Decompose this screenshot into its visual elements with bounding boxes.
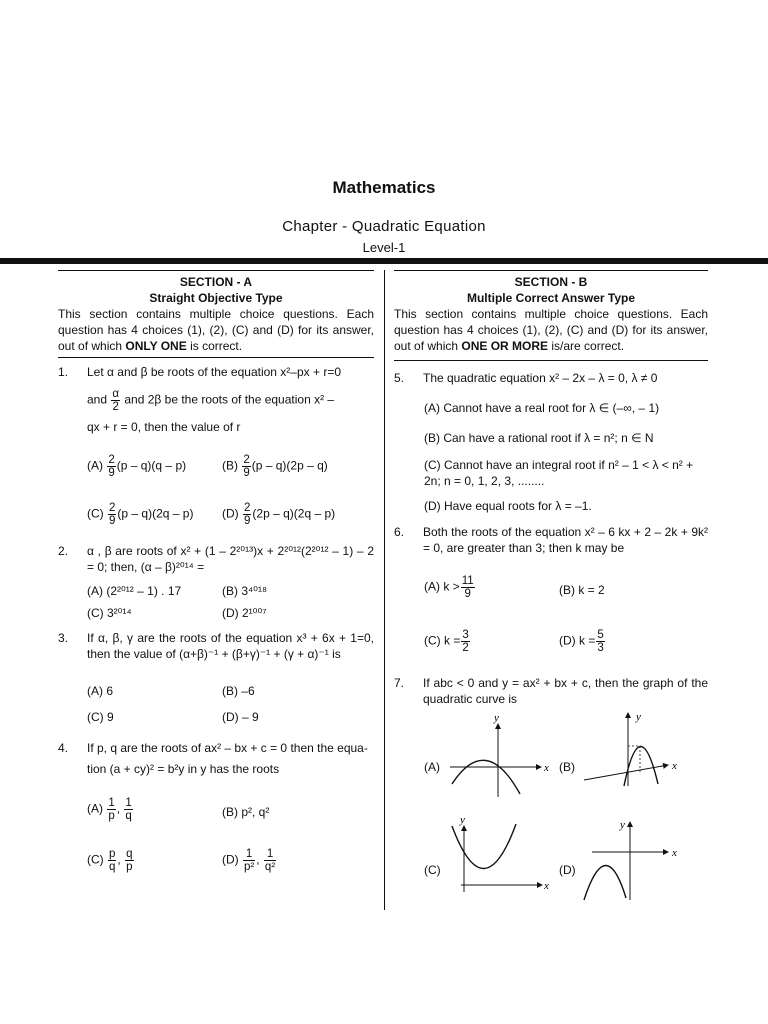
section-a-heading: SECTION - A [179,275,253,289]
option-text: k = [444,633,461,648]
fraction-denominator: 9 [243,467,250,479]
q4-option-d[interactable]: (D) $\frac{1}{\text{p²}}$ , $\frac{1}{\text{q²}}$ [222,848,276,873]
option-label: (B) [222,458,238,473]
q5-option-a[interactable]: (A) Cannot have a real root for λ ∈ (–∞, – 1) [424,401,660,415]
fraction-denominator: q² [264,861,276,873]
option-text: (2p – q)(2q – p) [252,506,336,521]
question-number: 4. [58,741,69,755]
question-4 [58,740,374,756]
option-fraction [461,629,469,654]
section-b-bottom-rule [394,360,708,361]
option-fraction [107,797,115,822]
question-7 [394,675,708,707]
question-6-text: Both the roots of the equation x² – 6 kx + 2 – 2k + 9k² = 0, are greater than 3; then k may be [423,525,708,555]
fraction-numerator: 2 [109,502,116,514]
header-rule [0,258,768,264]
fraction-numerator: 2 [243,454,250,466]
q4-option-b[interactable]: (B) p², q² [222,805,270,819]
q7-graph-d [578,812,688,902]
y-axis-label: y [460,814,465,826]
section-b-top-rule [394,270,708,271]
q6-option-a[interactable] [424,575,476,600]
fraction-denominator: 2 [112,401,119,413]
fraction-denominator: p [108,810,115,822]
option-text: (p – q)(2p – q) [251,458,328,473]
y-axis-label: y [620,819,625,831]
fraction-denominator: 2 [462,642,469,654]
fraction-numerator: 1 [108,797,115,809]
option-fraction [125,848,133,873]
q3-option-b[interactable]: (B) –6 [222,684,255,698]
option-fraction [108,502,116,527]
question-number: 5. [394,371,405,385]
option-fraction [264,848,276,873]
parabola-curve [452,760,520,794]
option-fraction [124,797,132,822]
option-label: (C) [424,633,441,648]
fraction-numerator: 2 [108,454,115,466]
q5-option-b[interactable]: (B) Can have a rational root if λ = n²; n ∈ N [424,431,654,445]
question-2-text: α , β are roots of x² + (1 – 2²⁰¹³)x + 2²⁰¹²(2²⁰¹² – 1) – 2 = 0; then, (α – β)²⁰¹⁴ = [87,544,374,574]
option-label: (A) [87,801,103,816]
option-label: (D) [559,633,576,648]
fraction-denominator: p [126,861,133,873]
section-a-intro [58,306,374,354]
option-label: (D) [222,506,239,521]
option-fraction [107,454,115,479]
question-4-line-1: If p, q are the roots of ax² – bx + c = 0 then the equa- [87,741,368,755]
fraction-numerator: 1 [243,848,255,861]
q1-and: and [87,392,108,407]
q3-option-a[interactable]: (A) 6 [87,684,114,698]
option-fraction [242,454,250,479]
option-label: (A) [424,579,440,594]
question-number: 6. [394,525,405,539]
fraction-numerator: 11 [461,575,474,587]
option-label: (C) [87,506,104,521]
fraction-denominator: q [109,861,116,873]
page-title: Mathematics [332,178,436,197]
section-a-intro-end: is correct. [186,339,243,353]
q7-graph-c [446,812,556,902]
option-fraction [243,502,251,527]
fraction-numerator: 1 [125,797,132,809]
x-axis-label: x [544,880,549,892]
question-3-text: If α, β, γ are the roots of the equation x³ + 6x + 1=0, then the value of (α+β)⁻¹ + (β+γ)⁻¹ + (γ + α)⁻¹ is [87,631,374,661]
section-a-subheading: Straight Objective Type [149,291,283,305]
section-a-intro-text: This section contains multiple choice questions. Each question has 4 choices (1), (2), (C) and (D) for its answer, out of which [58,307,374,353]
q5-option-c[interactable]: (C) Cannot have an integral root if n² – 1 < λ < n² + 2n; n = 0, 1, 2, 3, ........ [424,458,694,488]
question-3 [58,630,374,662]
fraction-numerator: 2 [244,502,251,514]
option-fraction [243,848,255,873]
fraction-numerator: p [109,848,116,860]
y-axis-label: y [636,711,641,723]
q2-option-b[interactable]: (B) 3⁴⁰¹⁸ [222,584,268,598]
option-fraction [596,629,604,654]
q2-option-a[interactable]: (A) (2²⁰¹² – 1) . 17 [87,584,182,598]
fraction-denominator: 3 [597,642,604,654]
question-5-text: The quadratic equation x² – 2x – λ = 0, λ ≠ 0 [423,371,658,385]
q1-option-d[interactable] [222,502,335,527]
question-1-line-1: Let α and β be roots of the equation x²–px + r=0 [87,365,342,379]
option-fraction [108,848,116,873]
question-1-line-2 [87,388,375,413]
question-number: 3. [58,631,69,645]
question-number: 1. [58,365,69,379]
q7-option-a[interactable]: (A) [424,760,440,774]
fraction-numerator: q [126,848,133,860]
question-number: 2. [58,544,69,558]
section-b-subheading: Multiple Correct Answer Type [466,291,636,305]
section-b-intro [394,306,708,354]
question-1 [58,364,374,380]
option-text: k > [443,579,460,594]
option-label: (D) [222,852,239,867]
fraction-denominator: 9 [109,515,116,527]
fraction-denominator: 9 [244,515,251,527]
question-number: 7. [394,676,405,690]
q1-line-2-text: and 2β be the roots of the equation x² – [124,392,335,407]
q1-option-a[interactable] [87,454,186,479]
option-fraction [461,575,475,600]
q6-option-d[interactable] [559,629,606,654]
q4-option-a[interactable]: (A) $\frac{1}{p}$ , $\frac{1}{q}$ [87,797,132,822]
q6-option-c[interactable] [424,629,471,654]
q4-option-c[interactable]: (C) $\frac{p}{q}$ , $\frac{q}{p}$ [87,848,133,873]
option-label: (A) [87,458,103,473]
x-axis-label: x [672,760,677,772]
fraction-numerator: 5 [597,629,604,641]
parabola-curve [584,865,626,900]
q7-option-d[interactable]: (D) [559,863,576,877]
q7-graph-a [446,712,556,802]
option-text: (p – q)(2q – p) [117,506,194,521]
section-b-intro-end: is/are correct. [548,339,625,353]
fraction-numerator: α [112,388,120,400]
question-2 [58,543,374,575]
q7-option-c[interactable]: (C) [424,863,441,877]
fraction-numerator: 3 [462,629,469,641]
section-b-intro-bold: ONE OR MORE [461,339,549,353]
option-text: (p – q)(q – p) [116,458,187,473]
section-b-header [394,274,708,354]
fraction-denominator: p² [244,861,255,873]
fraction-denominator: q [125,810,132,822]
question-1-line-3: qx + r = 0, then the value of r [87,420,241,434]
section-a-header [58,274,374,354]
q1-fraction [111,388,120,413]
column-divider [384,270,385,910]
section-a-bottom-rule [58,357,374,358]
q6-option-b[interactable]: (B) k = 2 [559,583,605,597]
chapter-title: Chapter - Quadratic Equation [282,218,486,235]
section-a-top-rule [58,270,374,271]
question-7-text: If abc < 0 and y = ax² + bx + c, then the graph of the quadratic curve is [423,676,708,706]
q7-option-b[interactable]: (B) [559,760,575,774]
q3-option-c[interactable]: (C) 9 [87,710,114,724]
x-axis-label: x [544,762,549,774]
level-label: Level-1 [362,240,406,255]
x-axis-label: x [672,847,677,859]
question-5 [394,370,708,386]
fraction-denominator: 9 [464,588,471,600]
q2-option-c[interactable]: (C) 3²⁰¹⁴ [87,606,132,620]
section-a-intro-bold: ONLY ONE [125,339,187,353]
q7-graph-b [580,708,690,798]
q2-option-d[interactable]: (D) 2¹⁰⁰⁷ [222,606,267,620]
parabola-curve [624,746,658,786]
q3-option-d[interactable]: (D) – 9 [222,710,259,724]
fraction-numerator: 1 [264,848,276,861]
q1-option-c[interactable] [87,502,193,527]
y-axis-label: y [494,712,499,724]
question-6 [394,524,708,556]
parabola-curve [452,824,516,869]
option-text: k = [579,633,596,648]
q5-option-d[interactable]: (D) Have equal roots for λ = –1. [424,499,592,513]
section-b-intro-text: This section contains multiple choice questions. Each question has 4 choices (1), (2), (C) and (D) for its answer, out of which [394,307,708,353]
question-4-line-2: tion (a + cy)² = b²y in y has the roots [87,762,280,776]
option-label: (C) [87,852,104,867]
q1-option-b[interactable] [222,454,328,479]
fraction-denominator: 9 [108,467,115,479]
section-b-heading: SECTION - B [514,275,588,289]
